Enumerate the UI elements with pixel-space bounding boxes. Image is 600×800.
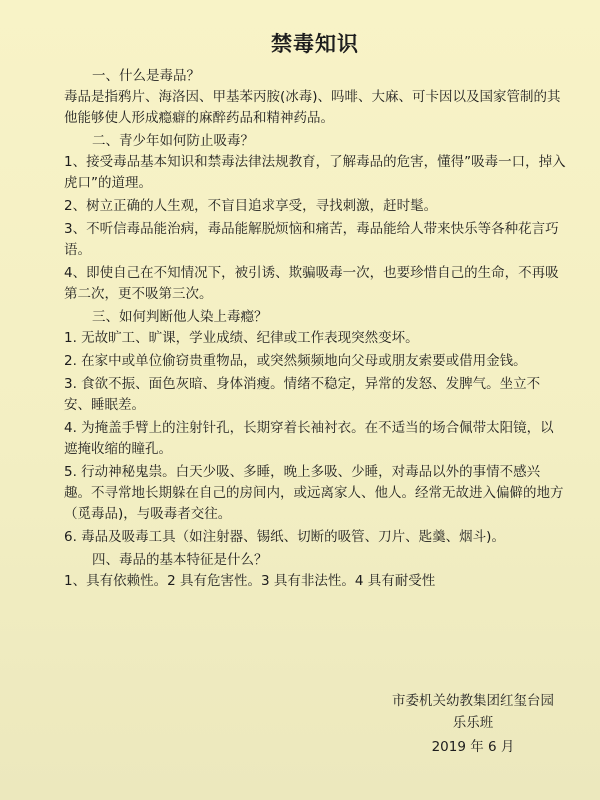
list-item: 3、不听信毒品能治病，毒品能解脱烦恼和痛苦，毒品能给人带来快乐等各种花言巧语。	[64, 221, 559, 258]
section-4	[64, 550, 566, 592]
list-item: 2. 在家中或单位偷窃贵重物品，或突然频频地向父母或朋友索要或借用金钱。	[64, 353, 527, 369]
list-item: 5. 行动神秘鬼祟。白天少吸、多睡，晚上多吸、少睡，对毒品以外的事情不感兴趣。不寻常地长期躲在自己的房间内，或远离家人、他人。经常无故进入偏僻的地方（觅毒品)，与吸毒者交往。	[64, 464, 564, 522]
section-heading: 四、毒品的基本特征是什么？	[92, 552, 268, 568]
signature-block	[392, 690, 554, 758]
signature-date: 2019 年 6 月	[431, 739, 515, 755]
list-item: 4、即使自己在不知情况下，被引诱、欺骗吸毒一次，也要珍惜自己的生命，不再吸第二次，更不吸第三次。	[64, 265, 559, 302]
section-heading: 三、如何判断他人染上毒瘾？	[92, 309, 268, 325]
section-paragraph: 1、具有依赖性。2 具有危害性。3 具有非法性。4 具有耐受性	[64, 573, 436, 589]
section-2	[64, 131, 566, 305]
signature-class: 乐乐班	[452, 715, 494, 731]
document-title: 禁毒知识	[271, 32, 359, 56]
section-1	[64, 66, 566, 129]
list-item: 6. 毒品及吸毒工具（如注射器、锡纸、切断的吸管、刀片、匙羹、烟斗)。	[64, 529, 505, 545]
list-item: 3. 食欲不振、面色灰暗、身体消瘦。情绪不稳定，异常的发怒、发脾气。坐立不安、睡眠差。	[64, 376, 541, 413]
section-3	[64, 307, 566, 548]
list-item: 2、树立正确的人生观，不盲目追求享受，寻找刺激，赶时髦。	[64, 198, 438, 214]
signature-org: 市委机关幼教集团红玺台园	[392, 693, 554, 709]
section-heading: 二、青少年如何防止吸毒？	[92, 133, 254, 149]
section-paragraph: 毒品是指鸦片、海洛因、甲基苯丙胺(冰毒)、吗啡、大麻、可卡因以及国家管制的其他能够使人形成瘾癖的麻醉药品和精神药品。	[64, 89, 561, 126]
list-item: 4. 为掩盖手臂上的注射针孔，长期穿着长袖衬衣。在不适当的场合佩带太阳镜，以遮掩收缩的瞳孔。	[64, 420, 554, 457]
list-item: 1、接受毒品基本知识和禁毒法律法规教育，了解毒品的危害，懂得”吸毒一口，掉入虎口”的道理。	[64, 154, 566, 191]
list-item: 1. 无故旷工、旷课，学业成绩、纪律或工作表现突然变坏。	[64, 330, 419, 346]
section-heading: 一、什么是毒品？	[92, 68, 200, 84]
